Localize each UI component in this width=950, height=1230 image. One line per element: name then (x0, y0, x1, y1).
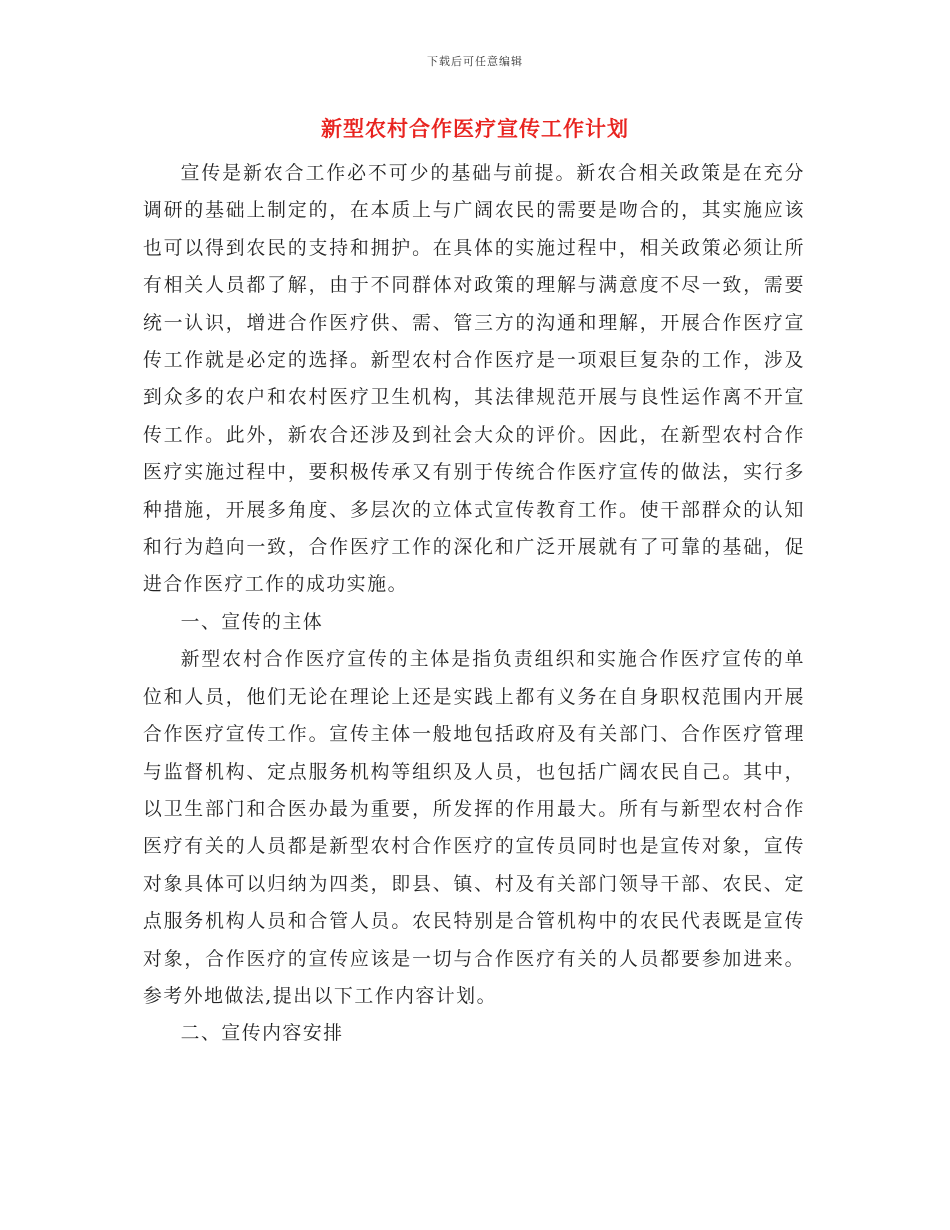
document-title: 新型农村合作医疗宣传工作计划 (321, 116, 629, 141)
paragraph-intro: 宣传是新农合工作必不可少的基础与前提。新农合相关政策是在充分调研的基础上制定的，在本质上与广阔农民的需要是吻合的，其实施应该也可以得到农民的支持和拥护。在具体的实施过程中，相关政策必须让所有相关人员都了解，由于不同群体对政策的理解与满意度不尽一致，需要统一认识，增进合作医疗供、需、管三方的沟通和理解，开展合作医疗宣传工作就是必定的选择。新型农村合作医疗是一项艰巨复杂的工作，涉及到众多的农户和农村医疗卫生机构，其法律规范开展与良性运作离不开宣传工作。此外，新农合还涉及到社会大众的评价。因此，在新型农村合作医疗实施过程中，要积极传承又有别于传统合作医疗宣传的做法，实行多种措施，开展多角度、多层次的立体式宣传教育工作。使干部群众的认知和行为趋向一致，合作医疗工作的深化和广泛开展就有了可靠的基础，促进合作医疗工作的成功实施。 (143, 163, 805, 596)
paragraph-subject: 新型农村合作医疗宣传的主体是指负责组织和实施合作医疗宣传的单位和人员，他们无论在理论上还是实践上都有义务在自身职权范围内开展合作医疗宣传工作。宣传主体一般地包括政府及有关部门、合作医疗管理与监督机构、定点服务机构等组织及人员，也包括广阔农民自己。其中，以卫生部门和合医办最为重要，所发挥的作用最大。所有与新型农村合作医疗有关的人员都是新型农村合作医疗的宣传员同时也是宣传对象，宣传对象具体可以归纳为四类，即县、镇、村及有关部门领导干部、农民、定点服务机构人员和合管人员。农民特别是合管机构中的农民代表既是宣传对象，合作医疗的宣传应该是一切与合作医疗有关的人员都要参加进来。参考外地做法,提出以下工作内容计划。 (143, 649, 805, 1007)
document-body (143, 155, 805, 1053)
section-heading-subject: 一、宣传的主体 (180, 611, 324, 633)
page-header-note: 下载后可任意编辑 (427, 55, 523, 68)
section-heading-content: 二、宣传内容安排 (180, 1023, 344, 1045)
